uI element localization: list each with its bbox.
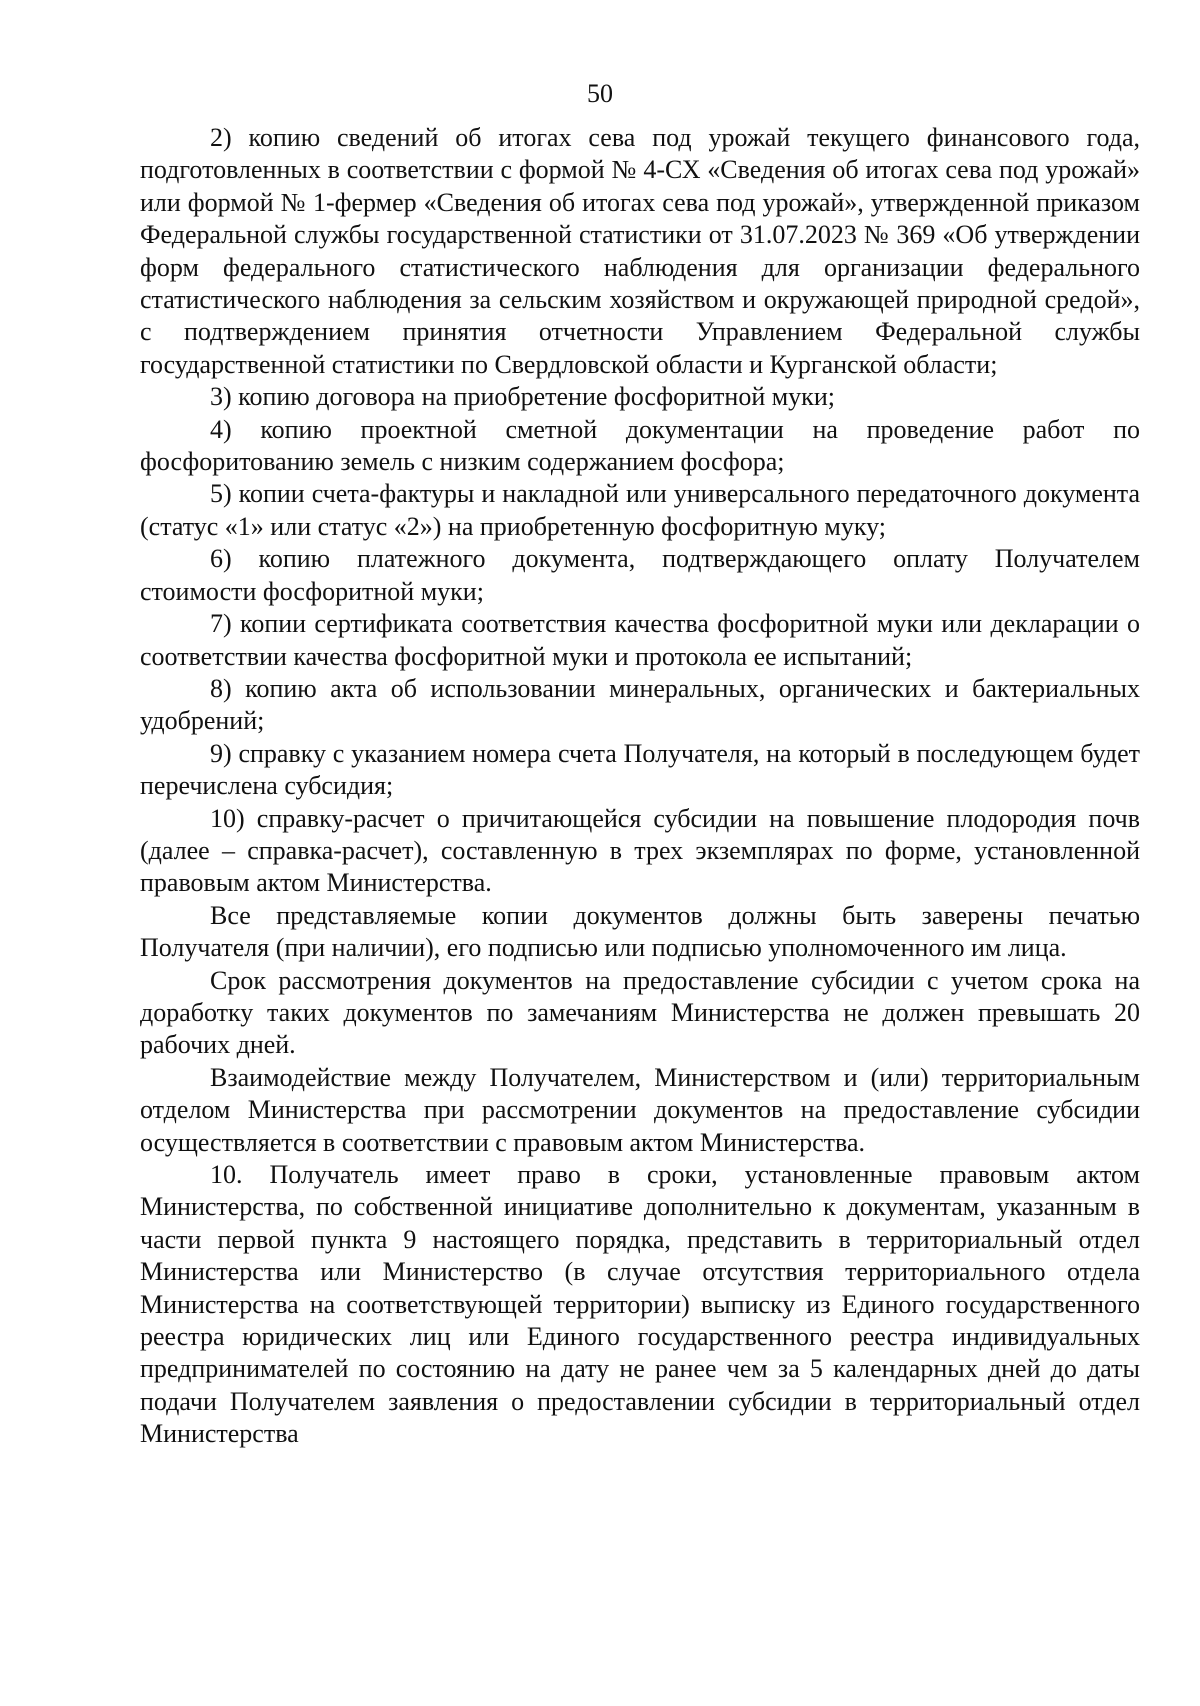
paragraph-interaction: Взаимодействие между Получателем, Министерством и (или) территориальным отделом Министерства при рассмотрении документов на предоставление субсидии осуществляется в соответствии с правовым актом Министерства. [140, 1062, 1140, 1157]
paragraph-item-3: 3) копию договора на приобретение фосфоритной муки; [210, 382, 835, 412]
page-number: 50 [587, 79, 613, 108]
paragraph-item-4: 4) копию проектной сметной документации на проведение работ по фосфоритованию земель с низким содержанием фосфора; [140, 414, 1140, 477]
paragraph-item-8: 8) копию акта об использовании минеральных, органических и бактериальных удобрений; [140, 673, 1140, 736]
document-body [140, 122, 1140, 1451]
paragraph-review-period: Срок рассмотрения документов на предоставление субсидии с учетом срока на доработку таких документов по замечаниям Министерства не должен превышать 20 рабочих дней. [140, 965, 1140, 1060]
paragraph-certification: Все представляемые копии документов должны быть заверены печатью Получателя (при наличии), его подписью или подписью уполномоченного им лица. [140, 900, 1140, 963]
paragraph-item-9: 9) справку с указанием номера счета Получателя, на который в последующем будет перечислена субсидия; [140, 738, 1140, 801]
paragraph-item-7: 7) копии сертификата соответствия качества фосфоритной муки или декларации о соответствии качества фосфоритной муки и протокола ее испытаний; [140, 609, 1140, 671]
paragraph-item-5: 5) копии счета-фактуры и накладной или универсального передаточного документа (статус «1» или статус «2») на приобретенную фосфоритную муку; [140, 479, 1140, 541]
paragraph-item-2: 2) копию сведений об итогах сева под урожай текущего финансового года, подготовленных в соответствии с формой № 4-СХ «Сведения об итогах сева под урожай» или формой № 1-фермер «Сведения об итогах сева под урожай», утвержденной приказом Федеральной службы государственной статистики от 31.07.2023 № 369 «Об утверждении форм федерального статистического наблюдения для организации федерального статистического наблюдения за сельским хозяйством и окружающей природной средой», с подтверждением принятия отчетности Управлением Федеральной службы государственной статистики по Свердловской области и Курганской области; [140, 123, 1140, 379]
paragraph-item-10: 10) справку-расчет о причитающейся субсидии на повышение плодородия почв (далее – справка-расчет), составленную в трех экземплярах по форме, установленной правовым актом Министерства. [140, 803, 1140, 898]
paragraph-point-10: 10. Получатель имеет право в сроки, установленные правовым актом Министерства, по собственной инициативе дополнительно к документам, указанным в части первой пункта 9 настоящего порядка, представить в территориальный отдел Министерства или Министерство (в случае отсутствия территориального отдела Министерства на соответствующей территории) выписку из Единого государственного реестра юридических лиц или Единого государственного реестра индивидуальных предпринимателей по состоянию на дату не ранее чем за 5 календарных дней до даты подачи Получателем заявления о предоставлении субсидии в территориальный отдел Министерства [140, 1160, 1140, 1449]
paragraph-item-6: 6) копию платежного документа, подтверждающего оплату Получателем стоимости фосфоритной муки; [140, 544, 1140, 606]
